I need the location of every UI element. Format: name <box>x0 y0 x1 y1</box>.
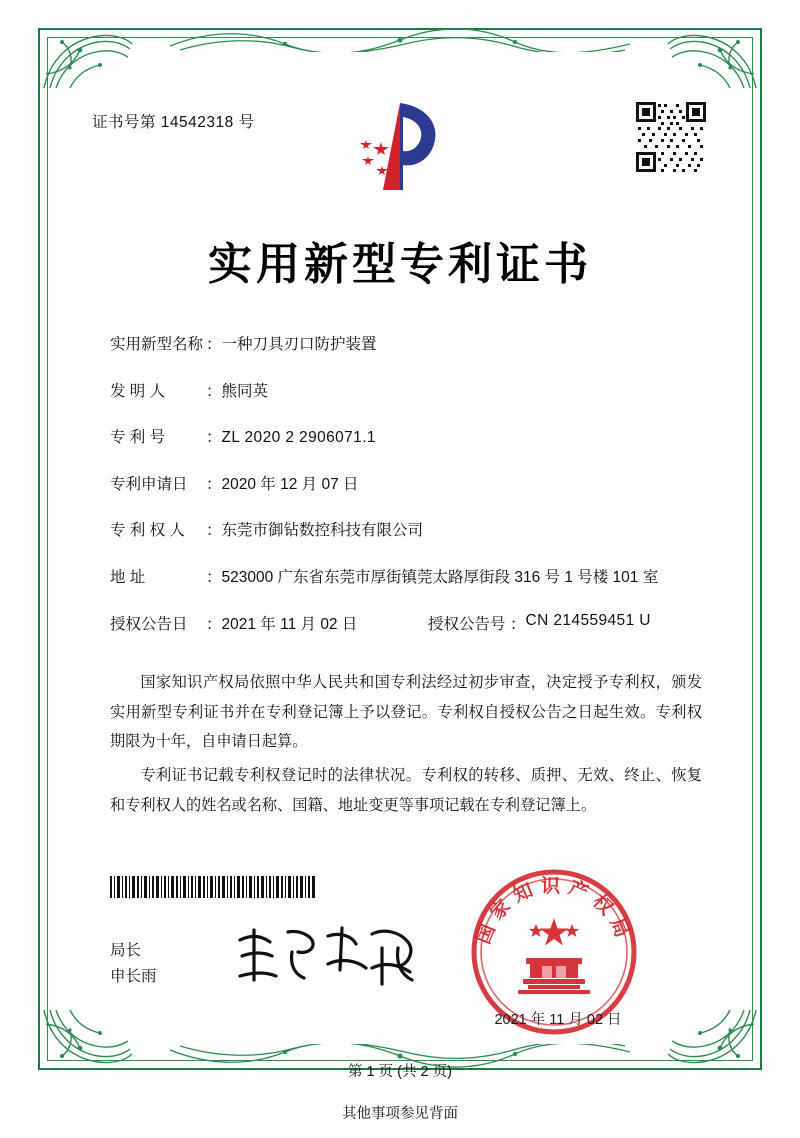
field-label: 专 利 号 <box>110 429 166 447</box>
field-row-patent-number <box>110 426 706 450</box>
field-value: 东莞市御钻数控科技有限公司 <box>221 522 424 540</box>
field-row-application-date <box>110 473 706 497</box>
seal-date: 2021 年 11 月 02 日 <box>494 1012 622 1028</box>
field-label: 授权公告号 <box>428 616 506 634</box>
field-colon: ： <box>206 522 222 540</box>
commissioner-name: 申长雨 <box>110 967 157 985</box>
certificate-number: 证书号第 14542318 号 <box>92 114 255 131</box>
field-value: 一种刀具刃口防护装置 <box>221 336 377 353</box>
qr-code <box>634 100 708 174</box>
field-label: 专利申请日 <box>110 475 188 493</box>
svg-text:国家知识产权局: 国家知识产权局 <box>472 875 636 948</box>
field-colon: ： <box>206 429 222 447</box>
cnipa-logo-icon <box>345 95 455 200</box>
field-colon: ： <box>206 616 222 634</box>
field-colon: ： <box>206 568 222 586</box>
field-value: 523000 广东省东莞市厚街镇莞太路厚街段 316 号 1 号楼 101 室 <box>221 568 659 586</box>
field-row-grant-announcement <box>110 612 706 634</box>
field-row-utility-model-name <box>110 333 706 357</box>
field-label: 地 址 <box>110 568 146 586</box>
grant-date-group <box>110 612 428 634</box>
field-row-address <box>110 566 706 590</box>
field-label: 授权公告日 <box>110 616 188 634</box>
field-colon: ： <box>206 382 222 400</box>
field-value: 2020 年 12 月 07 日 <box>221 475 359 493</box>
field-colon: ： <box>206 475 222 493</box>
signature-labels <box>110 938 157 989</box>
field-colon: ： <box>206 336 222 353</box>
page-indicator: 第 1 页 (共 2 页) <box>348 1064 452 1080</box>
commissioner-title: 局长 <box>110 942 142 959</box>
field-value: CN 214559451 U <box>525 612 651 630</box>
field-label: 发 明 人 <box>110 382 166 400</box>
field-colon: ： <box>510 616 526 634</box>
legal-paragraph-2: 专利证书记载专利权登记时的法律状况。专利权的转移、质押、无效、终止、恢复和专利权人的姓名或名称、国籍、地址变更等事项记载在专利登记簿上。 <box>110 765 702 814</box>
field-value: 熊同英 <box>221 382 269 400</box>
field-row-patentee <box>110 519 706 543</box>
certificate-fields <box>110 333 706 656</box>
legal-paragraph-1: 国家知识产权局依照中华人民共和国专利法经过初步审查，决定授予专利权，颁发实用新型专利证书并在专利登记簿上予以登记。专利权自授权公告之日起生效。专利权期限为十年，自申请日起算。 <box>110 673 702 751</box>
field-label: 专 利 权 人 <box>110 522 185 540</box>
border-ornament-top <box>170 26 630 52</box>
grant-number-group <box>428 612 706 634</box>
barcode <box>110 876 315 898</box>
field-value: 2021 年 11 月 02 日 <box>221 616 358 634</box>
legal-text <box>110 668 702 824</box>
field-value: ZL 2020 2 2906071.1 <box>221 429 376 447</box>
page-title: 实用新型专利证书 <box>208 239 592 290</box>
field-row-inventor <box>110 380 706 404</box>
footer-note: 其他事项参见背面 <box>342 1106 458 1122</box>
field-label: 实用新型名称 <box>110 336 204 353</box>
handwritten-signature <box>232 918 422 993</box>
